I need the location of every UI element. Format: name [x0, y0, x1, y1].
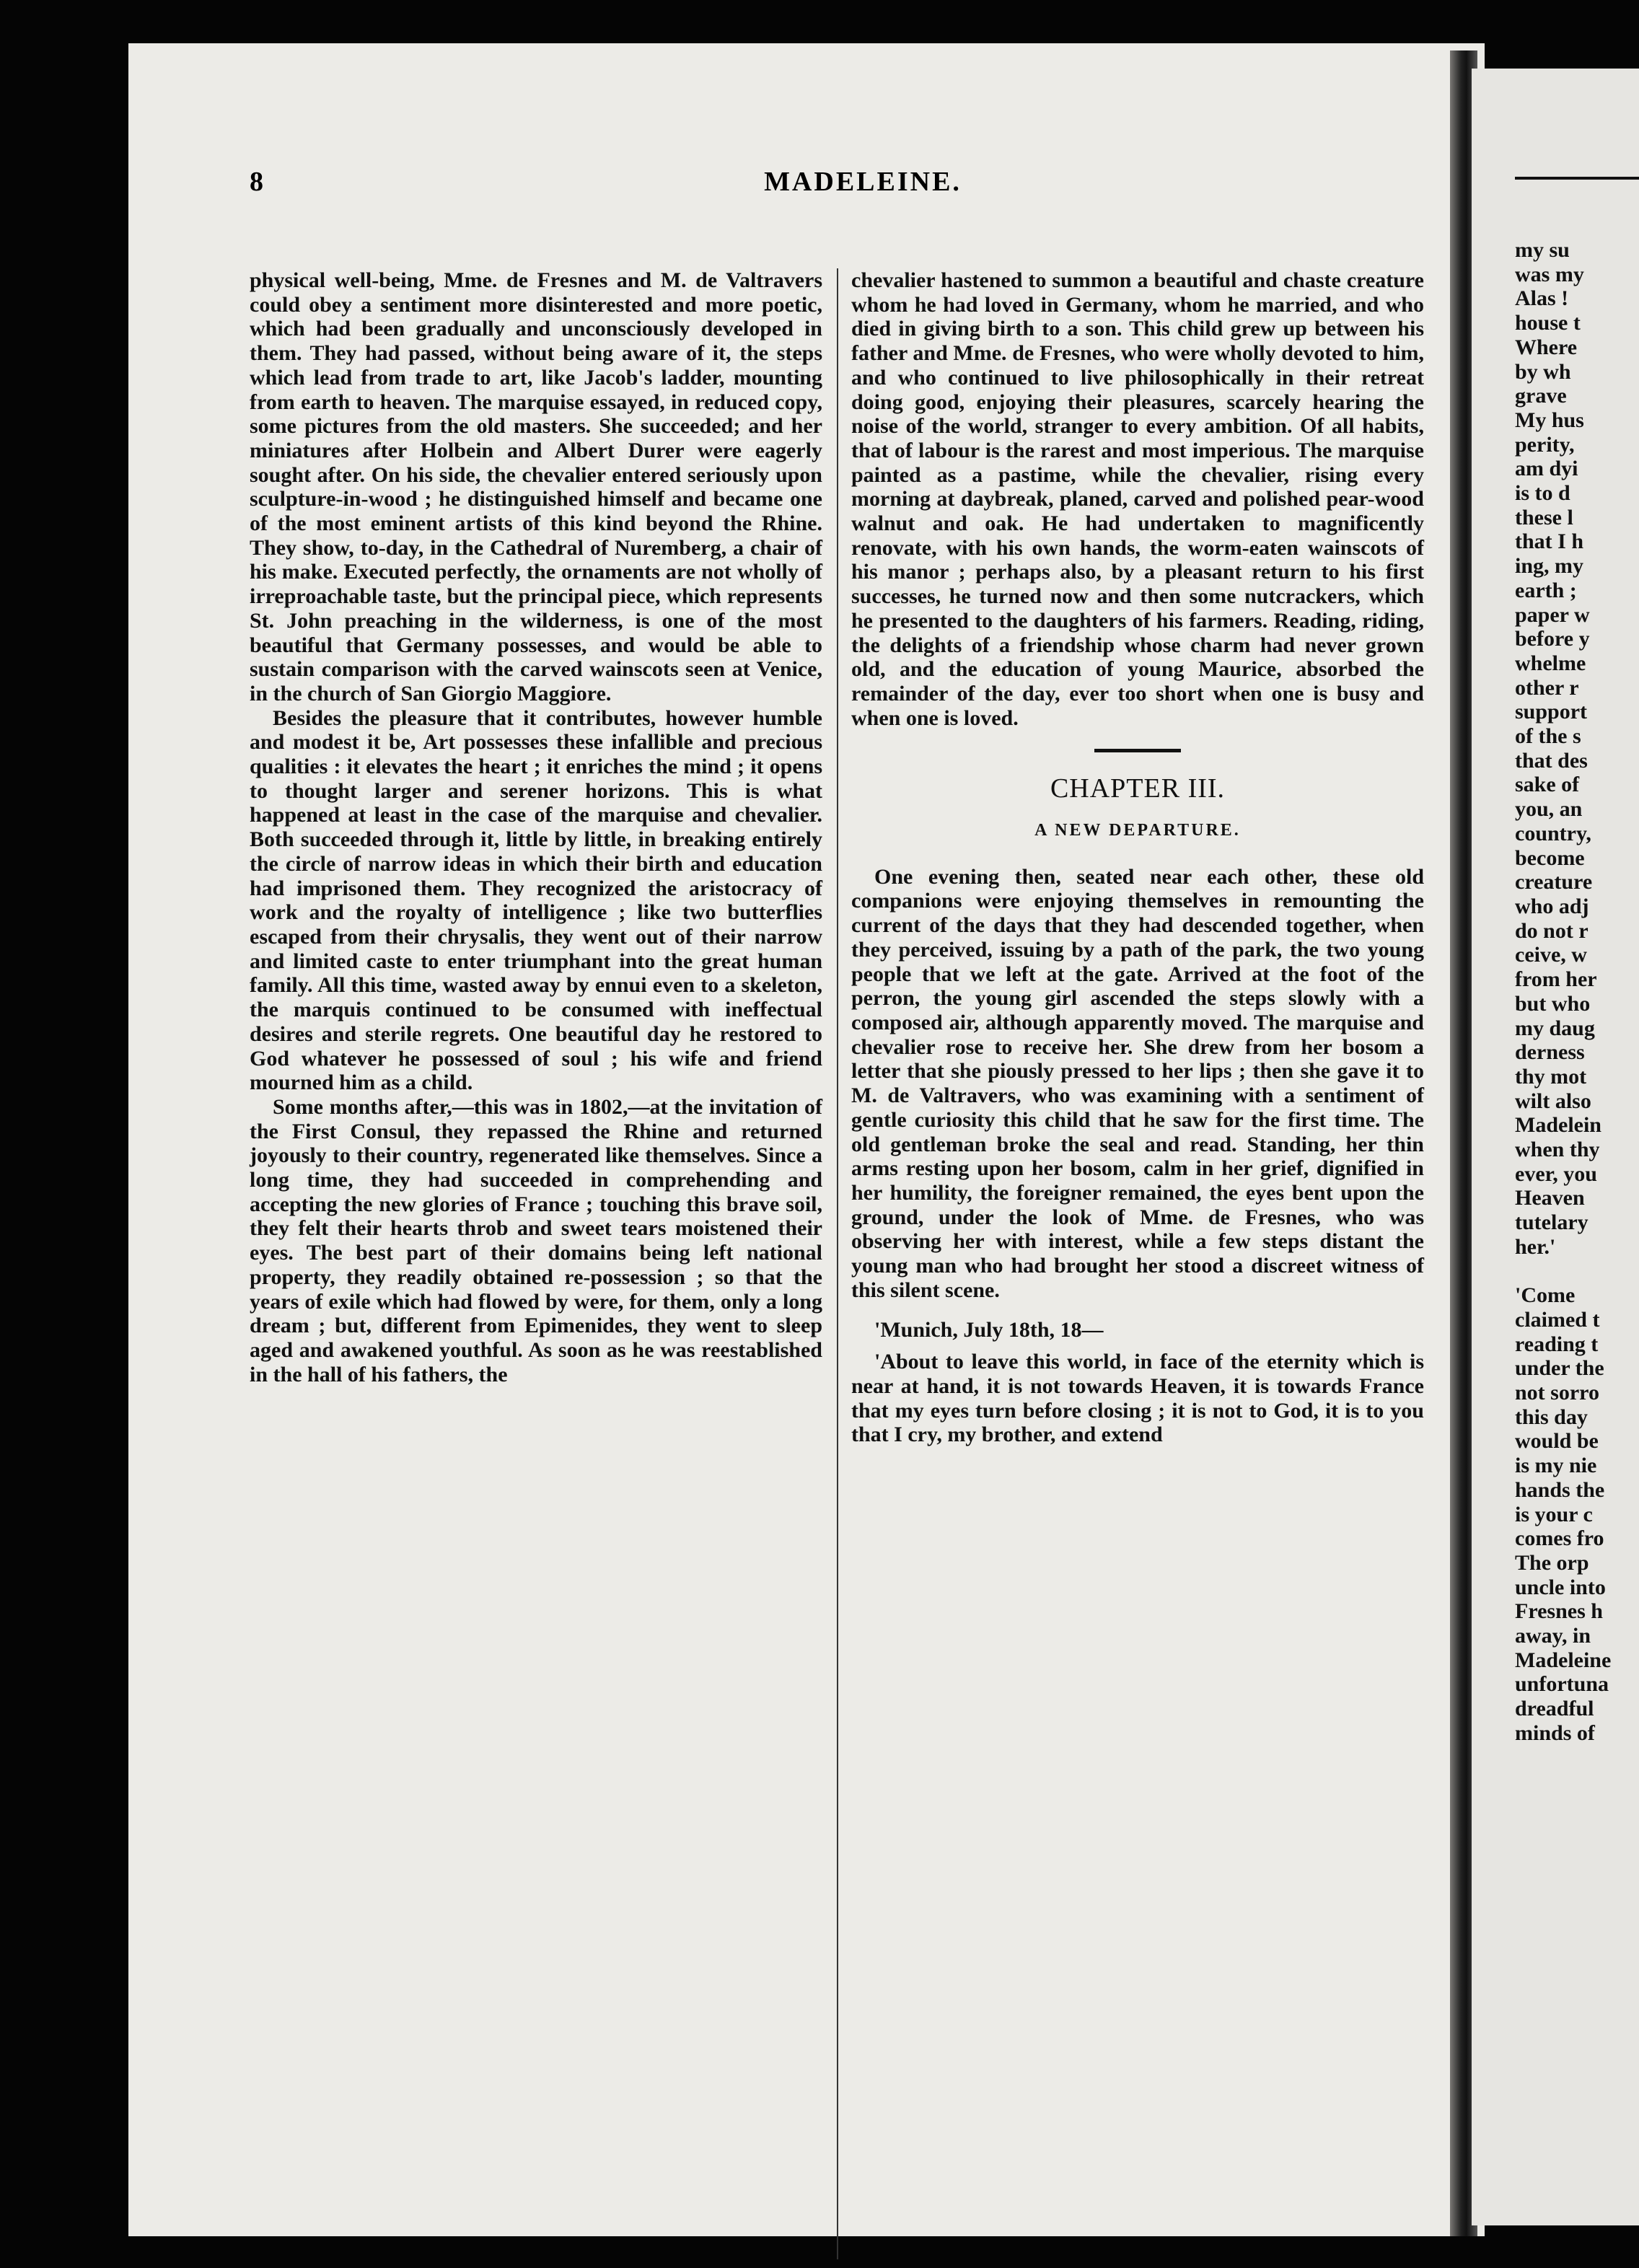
facing-page-line: ceive, w — [1515, 943, 1587, 967]
facing-page-line: from her — [1515, 967, 1597, 992]
page-header — [250, 166, 1476, 209]
facing-page-line: derness — [1515, 1040, 1585, 1065]
chapter-title: CHAPTER III. — [1050, 773, 1226, 804]
facing-page-line: Alas ! — [1515, 286, 1569, 311]
facing-page-line: is my nie — [1515, 1454, 1597, 1478]
facing-page-line: is to d — [1515, 481, 1570, 506]
facing-page-line: do not r — [1515, 918, 1589, 943]
paragraph: Besides the pleasure that it contributes, however humble and modest it be, Art possesses these infallible and precious qualities : it elevates the heart ; it enriches the mind ; it opens to thought larger and serener horizons. This is what happened at least in the case of the marquise and chevalier. Both succeeded through it, little by little, in breaking entirely the circle of narrow ideas in which their birth and education had imprisoned them. They recognized the aristocracy of work and the royalty of intelligence ; like two butterflies escaped from their chrysalis, they went out of their narrow and limited caste to enter triumphant into the great human family. All this time, wasted away by ennui even to a skeleton, the marquis continued to be consumed with ineffectual desires and sterile regrets. One beautiful day he restored to God whatever he possessed of soul ; his wife and friend mourned him as a child. — [250, 706, 822, 1095]
facing-page-line: earth ; — [1515, 578, 1577, 602]
facing-page-line: my su — [1515, 238, 1570, 262]
facing-page-line: Madeleine — [1515, 1648, 1612, 1672]
facing-page-line: sake of — [1515, 773, 1580, 797]
facing-page-line: hands the — [1515, 1477, 1605, 1502]
facing-page-line — [1515, 1260, 1639, 1284]
facing-page-line: whelme — [1515, 651, 1586, 675]
paragraph: chevalier hastened to summon a beautiful and chaste creature whom he had loved in Germany, whom he married, and who died in giving birth to a son. This child grew up between his father and Mme. de Fresnes, who were wholly devoted to him, and who continued to live philosophically in their retreat doing good, enjoying their pleasures, scarcely hearing the noise of the world, stranger to every ambition. Of all habits, that of labour is the rarest and most imperious. The marquise painted as a pastime, while the chevalier, rising every morning at daybreak, planed, carved and polished pear-wood walnut and oak. He had undertaken to magnificently renovate, with his own hands, the worm-eaten wainscots of his manor ; perhaps also, by a pleasant return to his first successes, he turned now and then some nutcrackers, which he presented to the daughters of his farmers. Reading, riding, the delights of a friendship whose charm had never grown old, and the education of young Maurice, absorbed the remainder of the day, ever too short when one is busy and when one is loved. — [851, 268, 1424, 730]
facing-page-line: under the — [1515, 1356, 1604, 1381]
facing-page-line: 'Come — [1515, 1283, 1576, 1308]
paragraph: Some months after,—this was in 1802,—at the invitation of the First Consul, they repassed the Rhine and returned joyously to their country, regenerated like themselves. Since a long time, they had succeeded in comprehending and accepting the new glories of France ; touching this brave soil, they felt their hearts throb and sweet tears moistened their eyes. The best part of their domains being left national property, they readily obtained re-possession ; so that the years of exile which had flowed by were, for them, only a long dream ; but, different from Epimenides, they went to sleep aged and awakened youthful. As soon as he was reestablished in the hall of his fathers, the — [250, 1094, 822, 1386]
facing-page-line: that I h — [1515, 529, 1584, 554]
facing-page-line: comes fro — [1515, 1526, 1604, 1551]
facing-page-line: not sorro — [1515, 1381, 1599, 1405]
facing-page-line: minds of — [1515, 1720, 1595, 1745]
facing-page-line: claimed t — [1515, 1307, 1600, 1332]
paragraph: physical well-being, Mme. de Fresnes and M. de Valtravers could obey a sentiment more disinterested and more poetic, which had been gradually and unconsciously developed in them. They had passed, without being aware of it, the steps which lead from trade to art, like Jacob's ladder, mounting from earth to heaven. The marquise essayed, in reduced copy, some pictures from the old masters. She succeeded; and her miniatures after Holbein and Albert Durer were eagerly sought after. On his side, the chevalier entered seriously upon sculpture-in-wood ; he distinguished himself and became one of the most eminent artists of this kind beyond the Rhine. They show, to-day, in the Cathedral of Nuremberg, a chair of his make. Executed perfectly, the ornaments are not wholly of irreproachable taste, but the principal piece, which represents St. John preaching in the wilderness, is one of the most beautiful that Germany possesses, and would be able to sustain comparison with the carved wainscots seen at Venice, in the church of San Giorgio Maggiore. — [250, 268, 822, 706]
facing-page-line: would be — [1515, 1429, 1599, 1454]
left-column — [250, 268, 822, 1386]
facing-page-line: by wh — [1515, 359, 1571, 384]
facing-page-line: uncle into — [1515, 1575, 1606, 1599]
facing-page-line: that des — [1515, 748, 1588, 773]
facing-page-line: of the s — [1515, 724, 1581, 749]
chapter-subtitle: A NEW DEPARTURE. — [1034, 821, 1241, 840]
facing-page-line: support — [1515, 700, 1588, 724]
facing-page-line: other r — [1515, 675, 1579, 700]
facing-page-line: paper w — [1515, 602, 1590, 627]
page-number: 8 — [250, 167, 264, 197]
facing-page-line: am dyi — [1515, 457, 1578, 481]
running-title: MADELEINE. — [764, 167, 962, 197]
facing-page-text — [1515, 238, 1639, 1746]
facing-page-line: you, an — [1515, 797, 1583, 822]
letter-dateline: 'Munich, July 18th, 18— — [874, 1318, 1104, 1342]
facing-page-line: before y — [1515, 627, 1590, 651]
facing-page-line: Fresnes h — [1515, 1599, 1603, 1624]
facing-page — [1472, 69, 1639, 2225]
facing-page-line: was my — [1515, 262, 1584, 286]
facing-page-line: her.' — [1515, 1234, 1556, 1259]
facing-page-line: wilt also — [1515, 1089, 1591, 1113]
facing-page-line: perity, — [1515, 432, 1575, 457]
facing-page-line: ing, my — [1515, 554, 1584, 579]
right-column — [851, 268, 1424, 1447]
facing-page-line: country, — [1515, 821, 1591, 845]
facing-page-header-rule — [1515, 177, 1639, 180]
facing-page-line: house t — [1515, 311, 1581, 335]
facing-page-line: unfortuna — [1515, 1672, 1609, 1697]
paragraph: One evening then, seated near each other, these old companions were enjoying themselves in remounting the current of the days that they had descended together, when they perceived, issuing by a path of the park, the two young people that we left at the gate. Arrived at the foot of the perron, the young girl ascended the steps slowly with a composed air, although apparently moved. The marquise and chevalier rose to receive her. She drew from her bosom a letter that she piously pressed to her lips ; then she gave it to M. de Valtravers, who was examining with a sentiment of gentle curiosity this child that he saw for the first time. The old gentleman broke the seal and read. Standing, her thin arms resting upon her bosom, calm in her grief, dignified in her humility, the foreigner remained, the eyes bent upon the ground, under the look of Mme. de Fresnes, who was observing her with interest, while a few steps distant the young man who had brought her stood a discreet witness of this silent scene. — [851, 864, 1424, 1302]
facing-page-line: these l — [1515, 505, 1573, 529]
facing-page-line: my daug — [1515, 1016, 1595, 1040]
facing-page-line: is your c — [1515, 1502, 1593, 1526]
facing-page-line: this day — [1515, 1405, 1588, 1429]
facing-page-line: Madelein — [1515, 1113, 1601, 1138]
facing-page-line: but who — [1515, 991, 1591, 1016]
facing-page-line: dreadful — [1515, 1697, 1594, 1721]
facing-page-line: become — [1515, 845, 1585, 870]
facing-page-line: ever, you — [1515, 1161, 1597, 1186]
facing-page-line: who adj — [1515, 894, 1589, 918]
chapter-rule — [1094, 749, 1181, 752]
facing-page-line: The orp — [1515, 1550, 1589, 1575]
facing-page-line: creature — [1515, 870, 1593, 895]
facing-page-line: Where — [1515, 335, 1578, 359]
facing-page-line: when thy — [1515, 1138, 1600, 1162]
column-divider — [837, 268, 838, 2259]
page-content — [128, 43, 1485, 2236]
facing-page-line: reading t — [1515, 1332, 1599, 1356]
facing-page-line: Heaven — [1515, 1186, 1585, 1210]
facing-page-line: grave — [1515, 384, 1567, 408]
letter-paragraph: 'About to leave this world, in face of the eternity which is near at hand, it is not towards Heaven, it is towards France that my eyes turn before closing ; it is not to God, it is to you that I cry, my brother, and extend — [851, 1350, 1424, 1447]
facing-page-line: tutelary — [1515, 1210, 1589, 1235]
facing-page-line: My hus — [1515, 408, 1584, 432]
facing-page-line: away, in — [1515, 1624, 1591, 1648]
facing-page-line: thy mot — [1515, 1064, 1587, 1089]
